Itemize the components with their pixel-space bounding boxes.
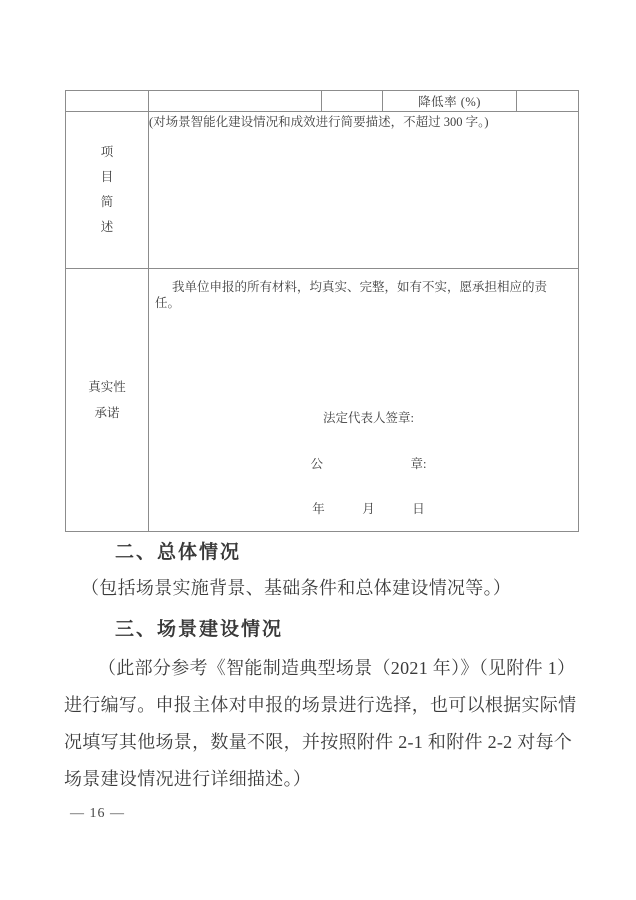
section-3-note-line: 况填写其他场景，数量不限，并按照附件 2-1 和附件 2-2 对每个	[64, 732, 573, 752]
project-brief-row	[66, 112, 579, 269]
project-brief-label: 项 目 简 述	[100, 145, 114, 234]
date-line: 年 月 日	[312, 502, 425, 516]
legal-representative-signature-line: 法定代表人签章:	[323, 411, 414, 425]
section-3-heading: 三、场景建设情况	[115, 619, 284, 640]
section-3-note-line: 场景建设情况进行详细描述。）	[64, 769, 312, 789]
authenticity-statement: 我单位申报的所有材料，均真实、完整，如有不实，愿承担相应的责任。	[155, 280, 548, 310]
authenticity-row	[66, 269, 579, 532]
page-number: — 16 —	[70, 806, 125, 821]
authenticity-label: 真实性 承诺	[88, 380, 126, 420]
project-brief-instruction: (对场景智能化建设情况和成效进行简要描述，不超过 300 字。)	[149, 115, 489, 129]
empty-cell	[66, 91, 149, 112]
section-2-note: （包括场景实施背景、基础条件和总体建设情况等。）	[81, 578, 512, 598]
empty-cell	[517, 91, 579, 112]
reduction-rate-cell: 降低率 (%)	[383, 91, 517, 112]
application-form-table	[65, 90, 579, 532]
section-3-note-line: （此部分参考《智能制造典型场景（2021 年）》（见附件 1）	[98, 658, 576, 678]
section-3-note-line: 进行编写。申报主体对申报的场景进行选择，也可以根据实际情	[64, 695, 577, 715]
empty-cell	[322, 91, 383, 112]
official-seal-line: 公 章:	[310, 457, 427, 471]
indicator-header-row	[66, 91, 579, 112]
project-brief-label-cell	[66, 112, 149, 269]
authenticity-content-cell	[149, 269, 579, 532]
project-brief-input-cell	[149, 112, 579, 269]
authenticity-label-cell	[66, 269, 149, 532]
section-2-heading: 二、总体情况	[115, 542, 242, 563]
empty-cell	[149, 91, 322, 112]
